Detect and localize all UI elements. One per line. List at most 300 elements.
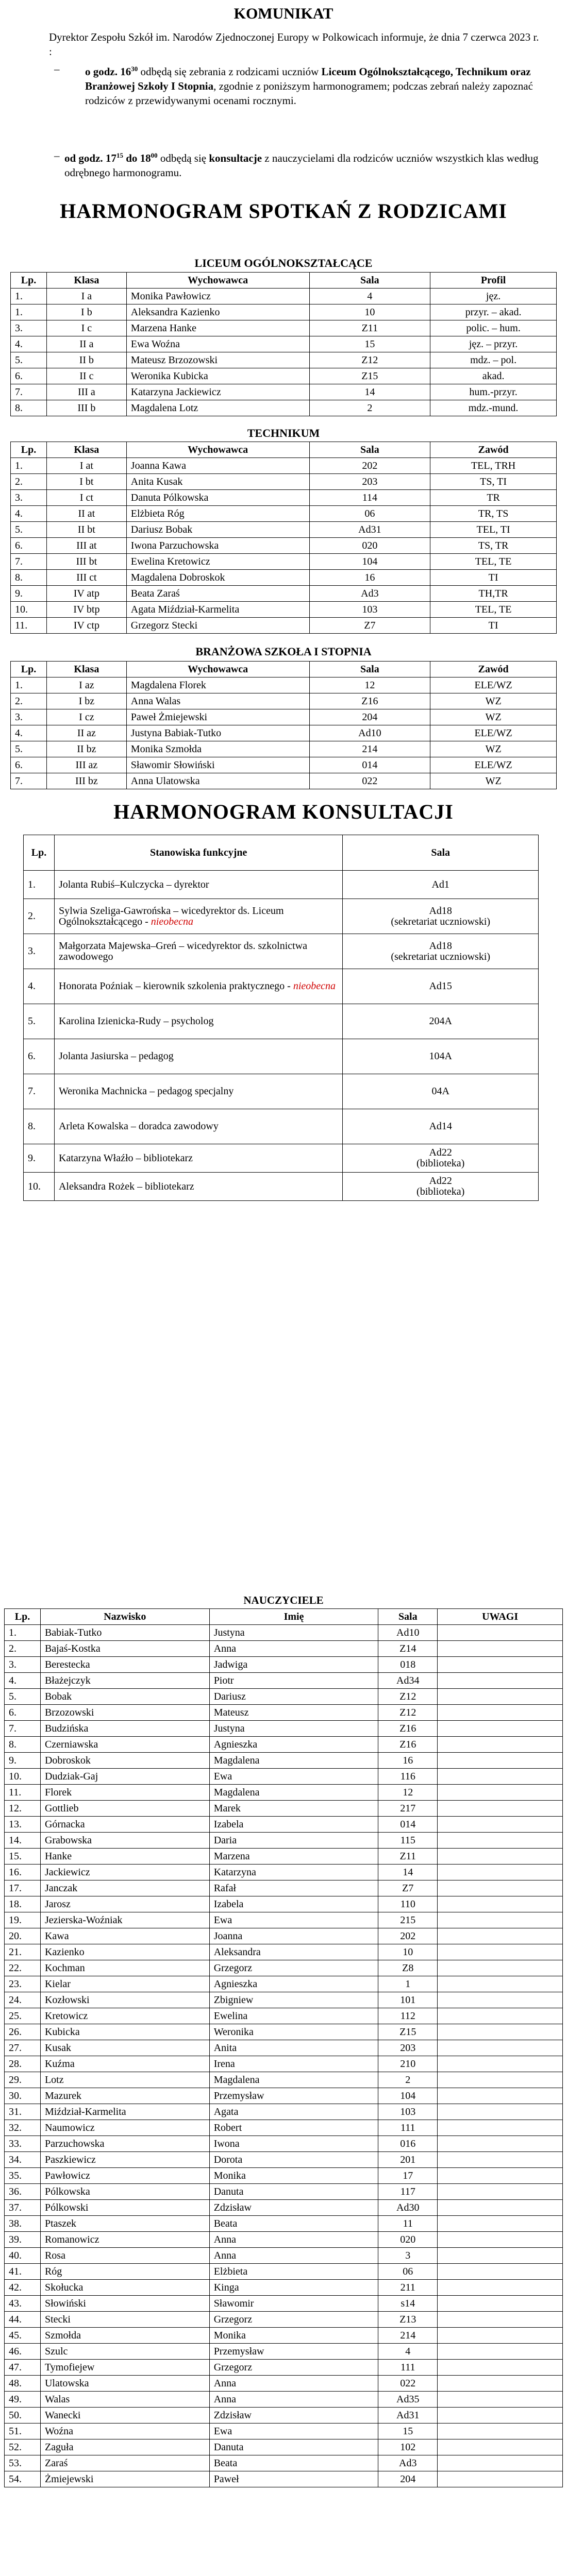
nauczyciel-row — [5, 2184, 563, 2200]
nauczyciel-cell: Naumowicz — [40, 2120, 209, 2136]
nauczyciel-col-header: Imię — [209, 1609, 378, 1625]
branzowa-cell: Ad10 — [309, 725, 430, 741]
nauczyciel-cell: 117 — [378, 2184, 438, 2200]
nauczyciel-cell: Górnacka — [40, 1817, 209, 1833]
konsultacje-row — [24, 899, 539, 934]
technikum-cell: 16 — [309, 570, 430, 586]
konsultacje-row — [24, 1109, 539, 1144]
nauczyciel-cell: Przemysław — [209, 2088, 378, 2104]
liceum-cell: 15 — [309, 336, 430, 352]
nauczyciel-cell: Jarosz — [40, 1896, 209, 1912]
branzowa-cell: 4. — [11, 725, 47, 741]
nauczyciel-cell: Z13 — [378, 2312, 438, 2328]
intro-paragraph — [49, 30, 544, 59]
nauczyciel-cell: Ulatowska — [40, 2376, 209, 2392]
nauczyciel-cell: 39. — [5, 2232, 41, 2248]
nauczyciel-cell: Ewelina — [209, 2008, 378, 2024]
nauczyciel-col-header: UWAGI — [438, 1609, 563, 1625]
nauczyciel-row — [5, 2072, 563, 2088]
nauczyciel-cell: 32. — [5, 2120, 41, 2136]
liceum-cell: 3. — [11, 320, 47, 336]
nauczyciel-cell: 25. — [5, 2008, 41, 2024]
nauczyciel-cell: 210 — [378, 2056, 438, 2072]
nauczyciel-row — [5, 2280, 563, 2296]
nauczyciel-cell: 103 — [378, 2104, 438, 2120]
nauczyciel-cell — [438, 2280, 563, 2296]
nauczyciel-cell: 28. — [5, 2056, 41, 2072]
nauczyciel-cell: Ad34 — [378, 1673, 438, 1689]
nauczyciel-cell: Grzegorz — [209, 2360, 378, 2376]
consultation-time: od godz. $17^{15}$ do $18^{00}$ — [64, 151, 158, 164]
technikum-cell: I ct — [46, 490, 126, 506]
liceum-row — [11, 384, 557, 400]
branzowa-cell: WZ — [430, 741, 557, 757]
bullet-dash: – — [54, 149, 60, 162]
branzowa-cell: Anna Ulatowska — [126, 773, 309, 789]
nauczyciel-cell: 53. — [5, 2455, 41, 2471]
sala-note: (sekretariat uczniowski) — [391, 916, 491, 927]
nauczyciel-cell: 44. — [5, 2312, 41, 2328]
nauczyciel-cell — [438, 2312, 563, 2328]
nauczyciel-row — [5, 1976, 563, 1992]
nauczyciel-cell — [438, 2040, 563, 2056]
technikum-cell: 8. — [11, 570, 47, 586]
branzowa-row — [11, 757, 557, 773]
nauczyciel-cell: Kubicka — [40, 2024, 209, 2040]
nauczyciel-cell — [438, 2360, 563, 2376]
nauczyciel-cell: 217 — [378, 1801, 438, 1817]
konsultacje-stanowisko — [54, 1173, 342, 1201]
nauczyciel-row — [5, 2136, 563, 2152]
nauczyciel-cell: Hanke — [40, 1849, 209, 1865]
nauczyciel-cell — [438, 2104, 563, 2120]
nauczyciel-cell: Dariusz — [209, 1689, 378, 1705]
nauczyciel-cell: 15. — [5, 1849, 41, 1865]
absence-note: nieobecna — [151, 916, 193, 927]
nauczyciel-cell: Danuta — [209, 2184, 378, 2200]
nauczyciel-cell: Kazienko — [40, 1944, 209, 1960]
nauczyciel-cell: 14 — [378, 1865, 438, 1880]
nauczyciel-cell: 30. — [5, 2088, 41, 2104]
nauczyciel-cell: 19. — [5, 1912, 41, 1928]
branzowa-cell: 3. — [11, 709, 47, 725]
nauczyciele-heading: NAUCZYCIELE — [243, 1594, 324, 1606]
nauczyciel-cell: Pawłowicz — [40, 2168, 209, 2184]
nauczyciel-cell: Ad30 — [378, 2200, 438, 2216]
nauczyciel-col-header: Nazwisko — [40, 1609, 209, 1625]
nauczyciel-cell: Agnieszka — [209, 1737, 378, 1753]
liceum-cell: Z11 — [309, 320, 430, 336]
stanowisko-text: Katarzyna Właźło – bibliotekarz — [58, 1152, 193, 1164]
technikum-cell: 5. — [11, 522, 47, 538]
meeting-time: o godz. $16^{30}$ — [85, 65, 138, 78]
nauczyciel-cell — [438, 2248, 563, 2264]
nauczyciel-cell: Monika — [209, 2168, 378, 2184]
nauczyciel-cell: Mazurek — [40, 2088, 209, 2104]
liceum-row — [11, 289, 557, 304]
liceum-cell: 4. — [11, 336, 47, 352]
technikum-cell: 020 — [309, 538, 430, 554]
nauczyciel-cell — [438, 2072, 563, 2088]
nauczyciel-cell: Gottlieb — [40, 1801, 209, 1817]
nauczyciel-cell: Grabowska — [40, 1833, 209, 1849]
nauczyciel-cell — [438, 1721, 563, 1737]
branzowa-cell: I az — [46, 677, 126, 693]
nauczyciel-cell: 20. — [5, 1928, 41, 1944]
nauczyciel-cell: 4 — [378, 2344, 438, 2360]
technikum-row — [11, 602, 557, 618]
technikum-cell: 114 — [309, 490, 430, 506]
nauczyciel-row — [5, 2168, 563, 2184]
nauczyciel-cell — [438, 1849, 563, 1865]
nauczyciel-cell: 102 — [378, 2439, 438, 2455]
technikum-cell: Joanna Kawa — [126, 458, 309, 474]
nauczyciel-cell: Elżbieta — [209, 2264, 378, 2280]
liceum-cell: Z12 — [309, 352, 430, 368]
konsultacje-stanowisko — [54, 1004, 342, 1039]
nauczyciel-cell: Wanecki — [40, 2408, 209, 2424]
nauczyciel-cell: Kozłowski — [40, 1992, 209, 2008]
nauczyciel-cell: Ewa — [209, 1769, 378, 1785]
liceum-cell: Weronika Kubicka — [126, 368, 309, 384]
branzowa-table — [10, 661, 557, 789]
nauczyciel-cell — [438, 2120, 563, 2136]
nauczyciel-cell: Żmiejewski — [40, 2471, 209, 2487]
stanowisko-text: Aleksandra Rożek – bibliotekarz — [58, 1180, 194, 1192]
liceum-col-header: Sala — [309, 273, 430, 289]
liceum-col-header: Klasa — [46, 273, 126, 289]
branzowa-cell: ELE/WZ — [430, 725, 557, 741]
technikum-cell: TH,TR — [430, 586, 557, 602]
nauczyciel-cell — [438, 2008, 563, 2024]
nauczyciel-row — [5, 2088, 563, 2104]
nauczyciel-row — [5, 2120, 563, 2136]
nauczyciel-cell: Pólkowski — [40, 2200, 209, 2216]
nauczyciel-cell: Janczak — [40, 1880, 209, 1896]
konsultacje-stanowisko — [54, 1144, 342, 1173]
technikum-heading: TECHNIKUM — [247, 427, 320, 439]
konsultacje-row — [24, 934, 539, 969]
stanowisko-text: Karolina Izienicka-Rudy – psycholog — [58, 1015, 214, 1027]
nauczyciel-row — [5, 2424, 563, 2439]
nauczyciel-cell: Marek — [209, 1801, 378, 1817]
nauczyciel-row — [5, 1801, 563, 1817]
nauczyciel-cell: Magdalena — [209, 1753, 378, 1769]
nauczyciel-row — [5, 1833, 563, 1849]
nauczyciel-cell: Jadwiga — [209, 1657, 378, 1673]
liceum-cell: 5. — [11, 352, 47, 368]
nauczyciel-row — [5, 2344, 563, 2360]
nauczyciel-row — [5, 2232, 563, 2248]
nauczyciel-cell: Paszkiewicz — [40, 2152, 209, 2168]
liceum-col-header: Profil — [430, 273, 557, 289]
nauczyciel-cell: Justyna — [209, 1625, 378, 1641]
branzowa-cell: 7. — [11, 773, 47, 789]
technikum-col-header: Zawód — [430, 442, 557, 458]
nauczyciel-cell — [438, 1785, 563, 1801]
branzowa-cell: Anna Walas — [126, 693, 309, 709]
nauczyciel-row — [5, 1880, 563, 1896]
nauczyciel-row — [5, 1785, 563, 1801]
nauczyciel-cell: Romanowicz — [40, 2232, 209, 2248]
nauczyciel-cell — [438, 1769, 563, 1785]
nauczyciel-cell: 15 — [378, 2424, 438, 2439]
intro-text: Dyrektor Zespołu Szkół im. Narodów Zjednoczonej Europy w Polkowicach informuje, że dnia 7 czerwca 2023 r. : — [49, 31, 539, 58]
nauczyciel-cell: 115 — [378, 1833, 438, 1849]
technikum-cell: Ad3 — [309, 586, 430, 602]
nauczyciel-cell — [438, 1865, 563, 1880]
nauczyciel-cell: Anna — [209, 2376, 378, 2392]
technikum-col-header: Klasa — [46, 442, 126, 458]
nauczyciel-cell: Tymofiejew — [40, 2360, 209, 2376]
nauczyciel-row — [5, 1865, 563, 1880]
branzowa-cell: WZ — [430, 693, 557, 709]
nauczyciel-cell: Kuźma — [40, 2056, 209, 2072]
sala-note: (biblioteka) — [416, 1158, 465, 1169]
nauczyciel-cell — [438, 1657, 563, 1673]
nauczyciel-row — [5, 1912, 563, 1928]
technikum-cell: Dariusz Bobak — [126, 522, 309, 538]
nauczyciel-cell — [438, 2296, 563, 2312]
konsultacje-lp: 9. — [24, 1144, 55, 1173]
technikum-cell: TR — [430, 490, 557, 506]
branzowa-cell: 022 — [309, 773, 430, 789]
nauczyciel-cell: 48. — [5, 2376, 41, 2392]
absence-note: nieobecna — [293, 980, 336, 992]
nauczyciel-cell: 38. — [5, 2216, 41, 2232]
technikum-cell: TEL, TE — [430, 554, 557, 570]
sala-value: Ad1 — [431, 878, 449, 890]
liceum-cell: jęz. – przyr. — [430, 336, 557, 352]
nauczyciel-cell: Ad35 — [378, 2392, 438, 2408]
nauczyciel-cell: 215 — [378, 1912, 438, 1928]
nauczyciel-cell: Agnieszka — [209, 1976, 378, 1992]
nauczyciel-cell — [438, 2376, 563, 2392]
nauczyciel-cell: 12. — [5, 1801, 41, 1817]
nauczyciel-cell: 5. — [5, 1689, 41, 1705]
nauczyciel-cell: 020 — [378, 2232, 438, 2248]
konsultacje-sala — [343, 1109, 539, 1144]
branzowa-cell: WZ — [430, 773, 557, 789]
nauczyciel-cell: 17. — [5, 1880, 41, 1896]
technikum-cell: 202 — [309, 458, 430, 474]
nauczyciel-cell: Berestecka — [40, 1657, 209, 1673]
nauczyciel-cell: Zdzisław — [209, 2200, 378, 2216]
nauczyciel-row — [5, 2216, 563, 2232]
nauczyciel-row — [5, 1753, 563, 1769]
nauczyciel-cell: Z14 — [378, 1641, 438, 1657]
branzowa-cell: 204 — [309, 709, 430, 725]
technikum-cell: III ct — [46, 570, 126, 586]
branzowa-cell: ELE/WZ — [430, 677, 557, 693]
nauczyciel-cell: Dobroskok — [40, 1753, 209, 1769]
konsultacje-sala — [343, 1039, 539, 1074]
nauczyciel-cell: Budzińska — [40, 1721, 209, 1737]
technikum-row — [11, 506, 557, 522]
liceum-table — [10, 272, 557, 416]
liceum-cell: Z15 — [309, 368, 430, 384]
nauczyciel-cell: Joanna — [209, 1928, 378, 1944]
stanowisko-text: Honorata Poźniak – kierownik szkolenia praktycznego - — [58, 980, 291, 992]
branzowa-cell: Justyna Babiak-Tutko — [126, 725, 309, 741]
nauczyciel-cell: Z16 — [378, 1721, 438, 1737]
nauczyciel-cell: 40. — [5, 2248, 41, 2264]
nauczyciel-cell: 014 — [378, 1817, 438, 1833]
nauczyciel-cell: 14. — [5, 1833, 41, 1849]
konsultacje-sala — [343, 969, 539, 1004]
nauczyciel-cell: Aleksandra — [209, 1944, 378, 1960]
nauczyciel-cell: Zaraś — [40, 2455, 209, 2471]
nauczyciel-row — [5, 1849, 563, 1865]
nauczyciel-cell: 33. — [5, 2136, 41, 2152]
liceum-cell: 7. — [11, 384, 47, 400]
nauczyciel-cell: Brzozowski — [40, 1705, 209, 1721]
technikum-row — [11, 458, 557, 474]
branzowa-row — [11, 741, 557, 757]
nauczyciel-cell: 4. — [5, 1673, 41, 1689]
technikum-cell: II at — [46, 506, 126, 522]
sala-value: Ad15 — [429, 980, 452, 992]
nauczyciel-cell — [438, 1753, 563, 1769]
nauczyciel-cell: Beata — [209, 2455, 378, 2471]
nauczyciel-cell: Dorota — [209, 2152, 378, 2168]
sala-note: (sekretariat uczniowski) — [391, 951, 491, 962]
technikum-cell: TS, TR — [430, 538, 557, 554]
liceum-cell: 8. — [11, 400, 47, 416]
nauczyciel-cell: Piotr — [209, 1673, 378, 1689]
nauczyciel-cell: 43. — [5, 2296, 41, 2312]
nauczyciel-cell: 29. — [5, 2072, 41, 2088]
nauczyciel-cell — [438, 1960, 563, 1976]
nauczyciel-cell: 8. — [5, 1737, 41, 1753]
branzowa-col-header: Sala — [309, 662, 430, 677]
nauczyciel-cell: 2. — [5, 1641, 41, 1657]
nauczyciel-cell: Florek — [40, 1785, 209, 1801]
nauczyciel-cell: Rosa — [40, 2248, 209, 2264]
nauczyciel-cell: 104 — [378, 2088, 438, 2104]
nauczyciel-cell: Walas — [40, 2392, 209, 2408]
sala-value: Ad14 — [429, 1121, 452, 1132]
branzowa-col-header: Klasa — [46, 662, 126, 677]
nauczyciel-cell: 26. — [5, 2024, 41, 2040]
nauczyciel-cell — [438, 1673, 563, 1689]
branzowa-row — [11, 693, 557, 709]
nauczyciel-cell: Justyna — [209, 1721, 378, 1737]
konsultacje-sala — [343, 1144, 539, 1173]
nauczyciel-row — [5, 1689, 563, 1705]
nauczyciel-cell — [438, 2408, 563, 2424]
nauczyciel-cell: 7. — [5, 1721, 41, 1737]
technikum-cell: TEL, TRH — [430, 458, 557, 474]
branzowa-cell: II bz — [46, 741, 126, 757]
liceum-cell: polic. – hum. — [430, 320, 557, 336]
nauczyciel-cell: Agata — [209, 2104, 378, 2120]
technikum-row — [11, 554, 557, 570]
branzowa-row — [11, 709, 557, 725]
nauczyciel-cell: 111 — [378, 2120, 438, 2136]
technikum-cell: TS, TI — [430, 474, 557, 490]
nauczyciel-cell: 101 — [378, 1992, 438, 2008]
technikum-col-header: Wychowawca — [126, 442, 309, 458]
nauczyciel-col-header: Sala — [378, 1609, 438, 1625]
nauczyciel-cell: Anna — [209, 2248, 378, 2264]
nauczyciel-cell — [438, 2136, 563, 2152]
branzowa-cell: 014 — [309, 757, 430, 773]
konsultacje-stanowisko — [54, 1074, 342, 1109]
branzowa-col-header: Wychowawca — [126, 662, 309, 677]
nauczyciel-cell: Weronika — [209, 2024, 378, 2040]
liceum-cell: I a — [46, 289, 126, 304]
branzowa-cell: Magdalena Florek — [126, 677, 309, 693]
nauczyciel-cell: Robert — [209, 2120, 378, 2136]
harmonogram-konsultacji-title: HARMONOGRAM KONSULTACJI — [113, 800, 454, 823]
nauczyciel-cell: 36. — [5, 2184, 41, 2200]
nauczyciel-cell: Ad3 — [378, 2455, 438, 2471]
konsultacje-sala — [343, 1004, 539, 1039]
nauczyciel-row — [5, 2360, 563, 2376]
nauczyciel-cell: 11. — [5, 1785, 41, 1801]
technikum-cell: Anita Kusak — [126, 474, 309, 490]
branzowa-cell: 1. — [11, 677, 47, 693]
konsultacje-stanowisko — [54, 871, 342, 899]
nauczyciel-row — [5, 2392, 563, 2408]
nauczyciel-cell: 6. — [5, 1705, 41, 1721]
nauczyciel-cell: Babiak-Tutko — [40, 1625, 209, 1641]
branzowa-col-header: Zawód — [430, 662, 557, 677]
nauczyciel-cell: 22. — [5, 1960, 41, 1976]
nauczyciel-cell: Grzegorz — [209, 2312, 378, 2328]
nauczyciel-cell: Jezierska-Woźniak — [40, 1912, 209, 1928]
technikum-cell: Ad31 — [309, 522, 430, 538]
nauczyciel-cell — [438, 2024, 563, 2040]
nauczyciel-cell: Daria — [209, 1833, 378, 1849]
nauczyciel-cell — [438, 1737, 563, 1753]
nauczyciel-cell: Czerniawska — [40, 1737, 209, 1753]
sala-value: Ad22 — [429, 1175, 452, 1187]
technikum-cell: 10. — [11, 602, 47, 618]
stanowisko-text: Sylwia Szeliga-Gawrońska – wicedyrektor ds. Liceum Ogólnokształcącego - — [58, 905, 284, 927]
nauczyciel-cell — [438, 2088, 563, 2104]
technikum-cell: I at — [46, 458, 126, 474]
liceum-cell: 6. — [11, 368, 47, 384]
liceum-cell: III b — [46, 400, 126, 416]
liceum-row — [11, 336, 557, 352]
technikum-cell: Magdalena Dobroskok — [126, 570, 309, 586]
nauczyciel-cell: Danuta — [209, 2439, 378, 2455]
konsultacje-row — [24, 1004, 539, 1039]
technikum-cell: TI — [430, 570, 557, 586]
liceum-col-header: Lp. — [11, 273, 47, 289]
branzowa-heading: BRANŻOWA SZKOŁA I STOPNIA — [195, 645, 372, 658]
konsultacje-row — [24, 1173, 539, 1201]
nauczyciel-cell: 211 — [378, 2280, 438, 2296]
nauczyciel-row — [5, 1737, 563, 1753]
liceum-cell: 10 — [309, 304, 430, 320]
technikum-table — [10, 442, 557, 634]
nauczyciel-row — [5, 1928, 563, 1944]
nauczyciel-cell: Zdzisław — [209, 2408, 378, 2424]
nauczyciel-cell: Miździał-Karmelita — [40, 2104, 209, 2120]
nauczyciel-cell — [438, 1896, 563, 1912]
stanowisko-text: Jolanta Jasiurska – pedagog — [58, 1050, 174, 1062]
nauczyciel-cell: 112 — [378, 2008, 438, 2024]
nauczyciel-cell: 51. — [5, 2424, 41, 2439]
technikum-cell: 06 — [309, 506, 430, 522]
nauczyciel-cell: Kawa — [40, 1928, 209, 1944]
branzowa-cell: ELE/WZ — [430, 757, 557, 773]
sala-value: Ad22 — [429, 1147, 452, 1158]
stanowisko-text: Małgorzata Majewska–Greń – wicedyrektor ds. szkolnictwa zawodowego — [58, 940, 308, 962]
